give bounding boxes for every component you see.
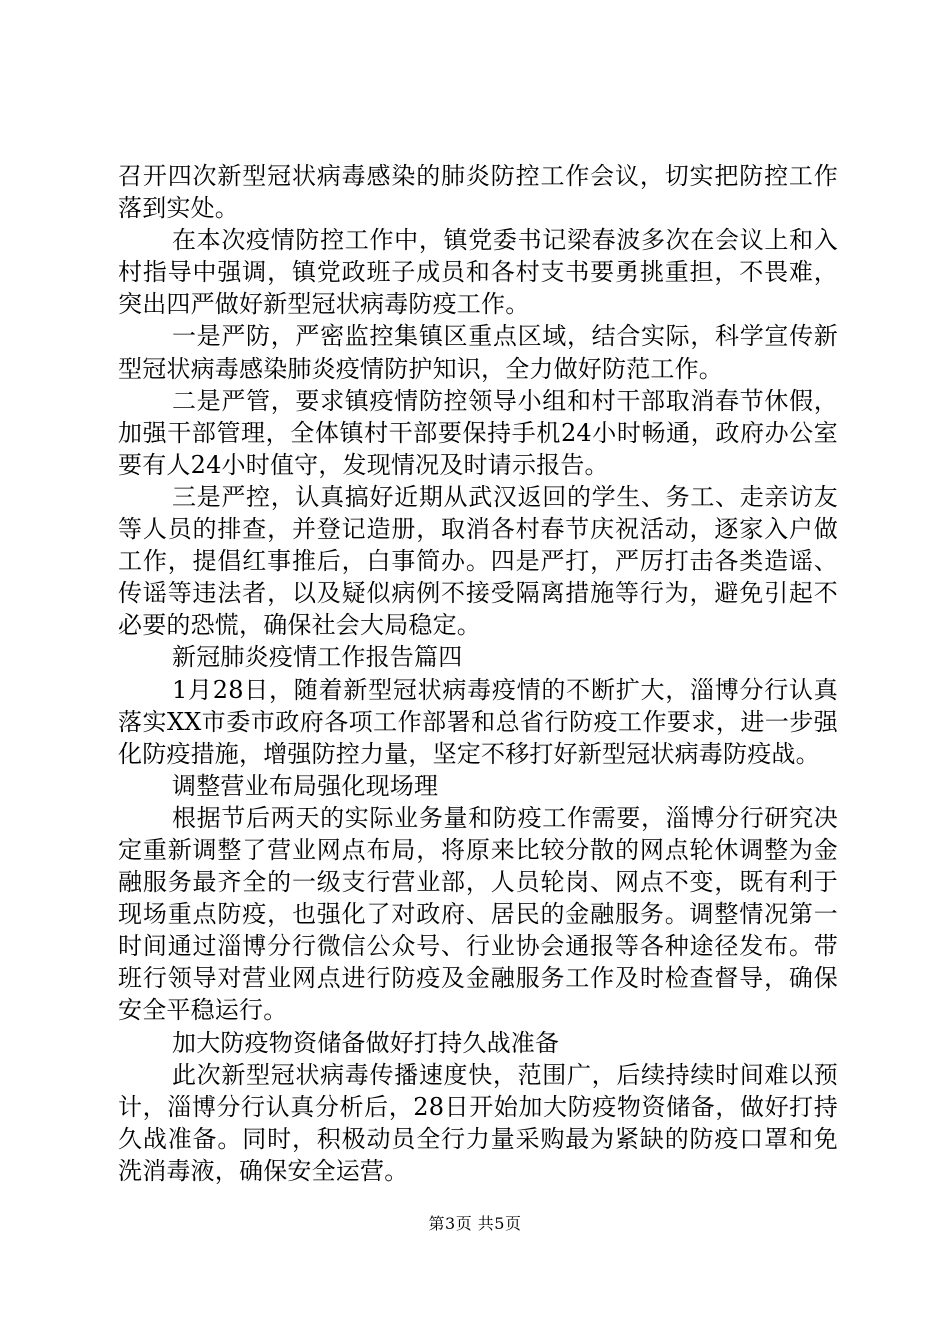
paragraph-7: 根据节后两天的实际业务量和防疫工作需要，淄博分行研究决定重新调整了营业网点布局，将原来比较分散的网点轮休调整为金融服务最齐全的一级支行营业部，人员轮岗、网点不变，既有利于现场重点防疫，也强化了对政府、居民的金融服务。调整情况第一时间通过淄博分行微信公众号、行业协会通报等各种途径发布。带班行领导对营业网点进行防疫及金融服务工作及时检查督导，确保安全平稳运行。 bbox=[118, 803, 838, 1025]
document-body bbox=[118, 160, 838, 1187]
subheading-adjust-layout: 调整营业布局强化现场理 bbox=[172, 771, 439, 800]
paragraph-8: 此次新型冠状病毒传播速度快，范围广，后续持续时间难以预计，淄博分行认真分析后，28日开始加大防疫物资储备，做好打持久战准备。同时，积极动员全行力量采购最为紧缺的防疫口罩和免洗消毒液，确保安全运营。 bbox=[118, 1060, 838, 1185]
paragraph-1: 召开四次新型冠状病毒感染的肺炎防控工作会议，切实把防控工作落到实处。 bbox=[118, 162, 838, 223]
paragraph-5: 三是严控，认真搞好近期从武汉返回的学生、务工、走亲访友等人员的排查，并登记造册，取消各村春节庆祝活动，逐家入户做工作，提倡红事推后，白事简办。四是严打，严厉打击各类造谣、传谣等违法者，以及疑似病例不接受隔离措施等行为，避免引起不必要的恐慌，确保社会大局稳定。 bbox=[118, 482, 838, 640]
paragraph-3: 一是严防，严密监控集镇区重点区域，结合实际，科学宣传新型冠状病毒感染肺炎疫情防护知识，全力做好防范工作。 bbox=[118, 322, 838, 383]
page-footer: 第3页 共5页 bbox=[428, 1214, 522, 1233]
paragraph-6: 1月28日，随着新型冠状病毒疫情的不断扩大，淄博分行认真落实XX市委市政府各项工作部署和总省行防疫工作要求，进一步强化防疫措施，增强防控力量，坚定不移打好新型冠状病毒防疫战。 bbox=[118, 675, 838, 768]
section-heading-report-4: 新冠肺炎疫情工作报告篇四 bbox=[172, 643, 463, 672]
subheading-stockpile: 加大防疫物资储备做好打持久战准备 bbox=[172, 1028, 560, 1057]
paragraph-4: 二是严管，要求镇疫情防控领导小组和村干部取消春节休假，加强干部管理，全体镇村干部要保持手机24小时畅通，政府办公室要有人24小时值守，发现情况及时请示报告。 bbox=[118, 386, 838, 479]
paragraph-2: 在本次疫情防控工作中，镇党委书记梁春波多次在会议上和入村指导中强调，镇党政班子成员和各村支书要勇挑重担，不畏难，突出四严做好新型冠状病毒防疫工作。 bbox=[118, 226, 838, 319]
